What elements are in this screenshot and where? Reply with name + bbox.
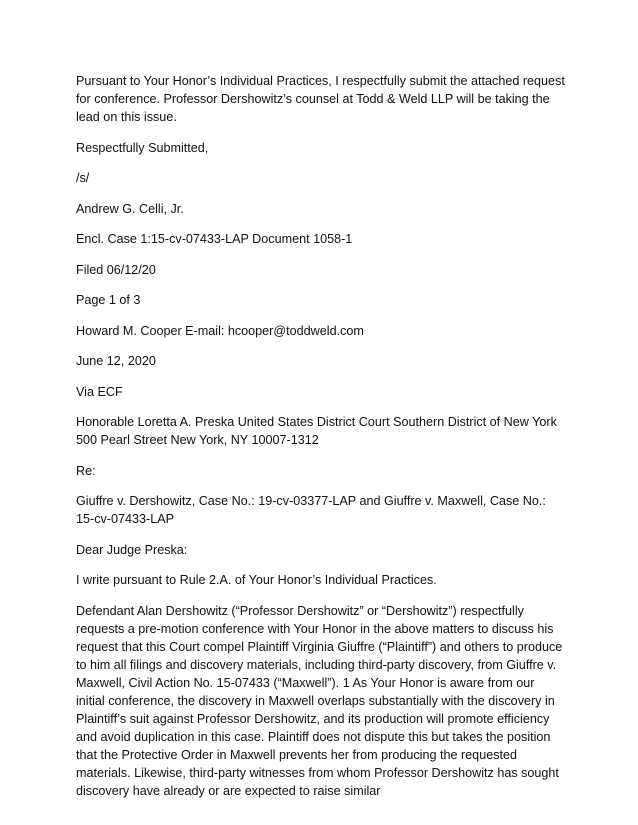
re-label: Re: [76,463,96,478]
sender-line: Howard M. Cooper E-mail: hcooper@toddweld.com [76,323,364,338]
enclosure-line: Encl. Case 1:15-cv-07433-LAP Document 1058-1 [76,232,353,246]
page-number: Page 1 of 3 [76,293,141,307]
re-caption: Giuffre v. Dershowitz, Case No.: 19-cv-03377-LAP and Giuffre v. Maxwell, Case No.: 15-cv-07433-LAP [76,494,546,526]
signature-line: /s/ [76,171,90,185]
letter-date: June 12, 2020 [76,354,156,368]
body-paragraph-2: Defendant Alan Dershowitz (“Professor Dershowitz” or “Dershowitz”) respectfully requests a pre-motion conference with Your Honor in the above matters to discuss his request that this Court compel Plaintiff Virginia Giuffre (“Plaintiff”) and others to produce to him all filings and discovery materials, including third-party discovery, from Giuffre v. Maxwell, Civil Action No. 15-07433 (“Maxwell”). 1 As Your Honor is aware from our initial conference, the discovery in Maxwell overlaps substantially with the discovery in Plaintiff’s suit against Professor Dershowitz, and its production will promote efficiency and avoid duplication in this case. Plaintiff does not dispute this but takes the position that the Protective Order in Maxwell prevents her from producing the requested materials. Likewise, third-party witnesses from whom Professor Dershowitz has sought discovery have already or are expected to raise similar [76,603,563,798]
letter-page [76,72,566,812]
delivery-method: Via ECF [76,384,123,399]
filed-date: Filed 06/12/20 [76,262,156,277]
recipient-address: Honorable Loretta A. Preska United States District Court Southern District of New York 500 Pearl Street New York, NY 10007-1312 [76,415,557,447]
closing-line: Respectfully Submitted, [76,140,209,155]
body-paragraph-1: I write pursuant to Rule 2.A. of Your Honor’s Individual Practices. [76,573,437,587]
intro-paragraph: Pursuant to Your Honor’s Individual Practices, I respectfully submit the attached request for conference. Professor Dershowitz’s counsel at Todd & Weld LLP will be taking the lead on this issue. [76,74,565,124]
salutation: Dear Judge Preska: [76,542,188,557]
signer-name: Andrew G. Celli, Jr. [76,201,184,216]
